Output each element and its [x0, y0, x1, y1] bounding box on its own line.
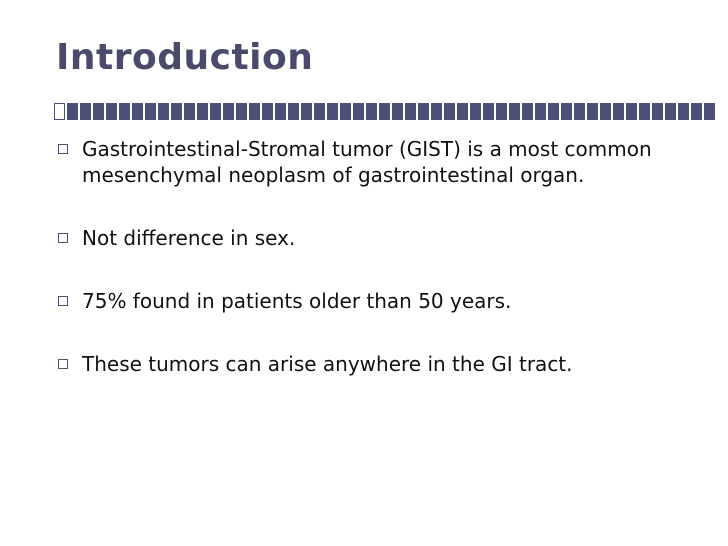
divider-segment	[639, 103, 650, 120]
divider-segment	[210, 103, 221, 120]
divider-segment	[431, 103, 442, 120]
divider-segment	[678, 103, 689, 120]
divider-segment	[470, 103, 481, 120]
divider-segment	[483, 103, 494, 120]
divider-segment	[496, 103, 507, 120]
divider-segment	[418, 103, 429, 120]
divider-segment	[262, 103, 273, 120]
bullet-item	[56, 351, 676, 377]
divider-segment	[314, 103, 325, 120]
divider-segment	[652, 103, 663, 120]
divider-segment	[444, 103, 455, 120]
divider-segment	[327, 103, 338, 120]
divider-segment	[600, 103, 611, 120]
divider-segment	[67, 103, 78, 120]
divider-segment	[145, 103, 156, 120]
divider-segment	[171, 103, 182, 120]
divider-segment	[158, 103, 169, 120]
title-divider-bar	[54, 103, 715, 120]
divider-segment	[106, 103, 117, 120]
divider-segment	[665, 103, 676, 120]
bullet-text: Not difference in sex.	[82, 226, 296, 250]
bullet-text: 75% found in patients older than 50 years.	[82, 289, 512, 313]
divider-segment	[535, 103, 546, 120]
divider-segment	[184, 103, 195, 120]
square-bullet-icon	[58, 359, 68, 369]
bullet-item	[56, 288, 676, 314]
divider-segment	[249, 103, 260, 120]
divider-segment	[236, 103, 247, 120]
divider-segment	[548, 103, 559, 120]
slide-title: Introduction	[56, 37, 314, 78]
divider-segment	[691, 103, 702, 120]
divider-segment	[301, 103, 312, 120]
divider-segment	[405, 103, 416, 120]
divider-segment	[80, 103, 91, 120]
bullet-text: These tumors can arise anywhere in the GI tract.	[82, 352, 573, 376]
divider-segment	[223, 103, 234, 120]
bullet-item	[56, 136, 676, 188]
divider-segment	[626, 103, 637, 120]
divider-segment	[54, 103, 65, 120]
divider-segment	[704, 103, 715, 120]
divider-segment	[522, 103, 533, 120]
bullet-text: Gastrointestinal-Stromal tumor (GIST) is a most common mesenchymal neoplasm of gastrointestinal organ.	[82, 137, 652, 187]
divider-segment	[93, 103, 104, 120]
divider-segment	[392, 103, 403, 120]
bullet-list	[56, 136, 676, 377]
divider-segment	[613, 103, 624, 120]
divider-segment	[288, 103, 299, 120]
divider-segment	[340, 103, 351, 120]
divider-segment	[587, 103, 598, 120]
bullet-item	[56, 225, 676, 251]
divider-segment	[509, 103, 520, 120]
divider-segment	[379, 103, 390, 120]
square-bullet-icon	[58, 233, 68, 243]
square-bullet-icon	[58, 144, 68, 154]
divider-segment	[574, 103, 585, 120]
divider-segment	[275, 103, 286, 120]
divider-segment	[197, 103, 208, 120]
divider-segment	[132, 103, 143, 120]
divider-segment	[353, 103, 364, 120]
square-bullet-icon	[58, 296, 68, 306]
divider-segment	[457, 103, 468, 120]
divider-segment	[366, 103, 377, 120]
divider-segment	[561, 103, 572, 120]
divider-segment	[119, 103, 130, 120]
